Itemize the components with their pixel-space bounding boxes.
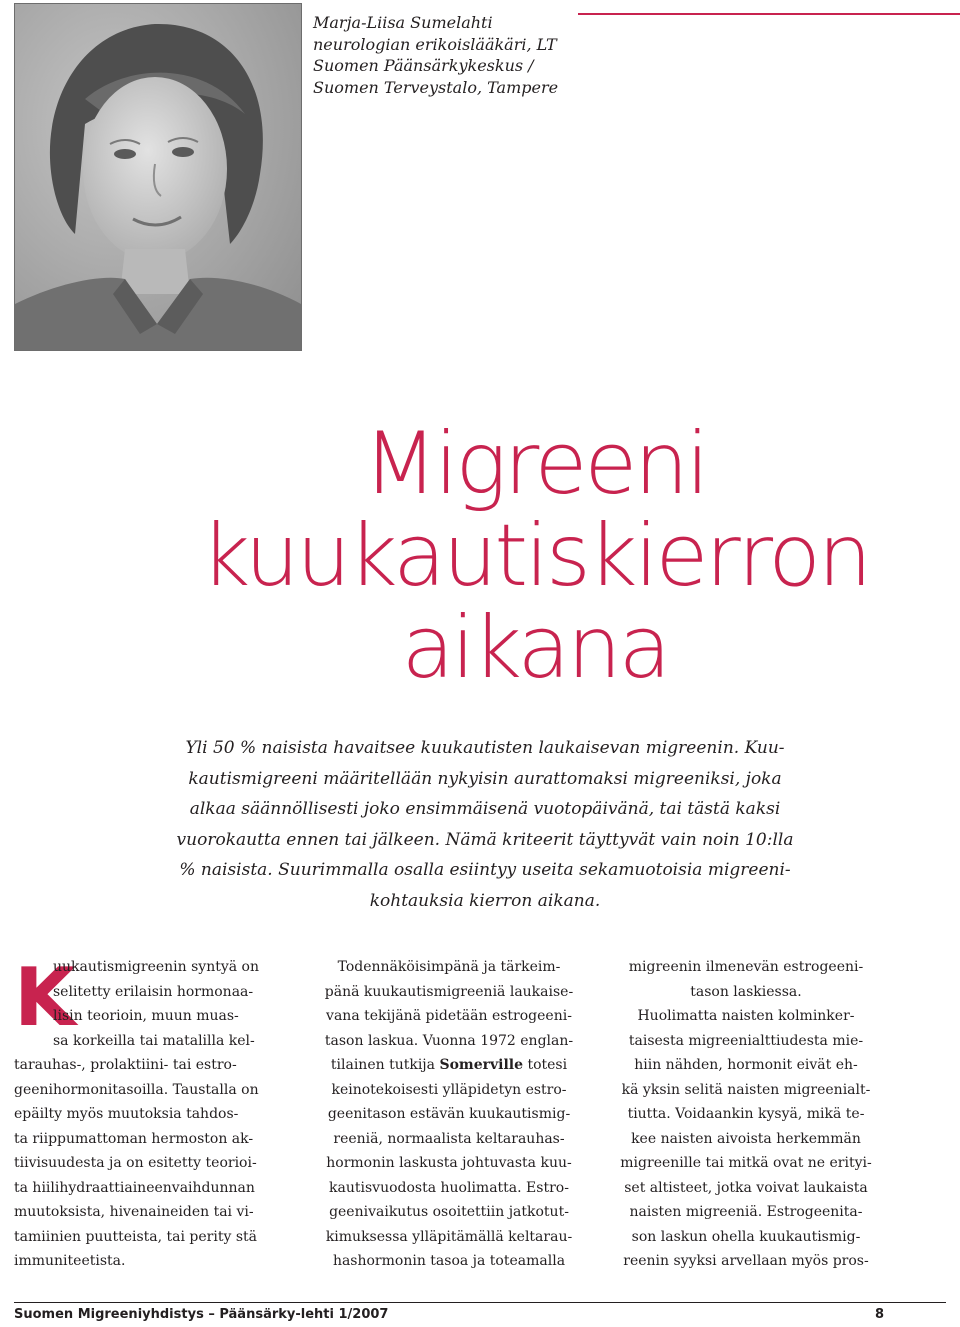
- lead-line: vuorokautta ennen tai jälkeen. Nämä kriteerit täyttyvät vain noin 10:lla: [176, 829, 794, 850]
- drop-cap: K: [14, 951, 76, 1044]
- title-line: kuukautiskierron: [200, 506, 870, 606]
- body-line: kimuksessa ylläpitämällä keltarau-: [325, 1228, 573, 1245]
- body-line: kee naisten aivoista herkemmän: [631, 1130, 861, 1147]
- lead-line: Yli 50 % naisista havaitsee kuukautisten laukaisevan migreenin. Kuu-: [185, 738, 785, 758]
- body-line: Todennäköisimpänä ja tärkeim-: [337, 959, 561, 975]
- author-byline: [313, 12, 613, 98]
- body-column-3: [610, 955, 882, 1274]
- author-photo: [14, 3, 302, 351]
- line-prefix: tilainen tutkija: [330, 1057, 440, 1073]
- body-line: immuniteetista.: [14, 1253, 126, 1269]
- body-line: hashormonin tasoa ja toteamalla: [332, 1253, 566, 1269]
- body-line: tiivisuudesta ja on esitetty teorioi-: [14, 1155, 257, 1171]
- line-suffix: totesi: [523, 1057, 568, 1073]
- lead-line: kohtauksia kierron aikana.: [369, 890, 601, 911]
- body-line: lisin teorioin, muun muas-: [53, 1008, 239, 1024]
- body-line: kautisvuodosta huolimatta. Estro-: [329, 1179, 569, 1196]
- body-line: Huolimatta naisten kolminker-: [637, 1008, 855, 1024]
- top-accent-rule: [578, 13, 960, 15]
- body-line: set altisteet, jotka voivat laukaista: [624, 1179, 868, 1196]
- body-column-2: [313, 955, 585, 1274]
- author-affiliation: Suomen Päänsärkykeskus /: [313, 56, 534, 75]
- body-line: migreenin ilmenevän estrogeeni-: [628, 959, 864, 975]
- publication-name: Suomen Migreeniyhdistys – Päänsärky-lehti 1/2007: [14, 1307, 389, 1322]
- body-line: pänä kuukautismigreeniä laukaise-: [324, 983, 574, 1000]
- researcher-name: Somerville: [439, 1057, 523, 1073]
- footer-divider: [14, 1302, 946, 1303]
- body-line: uukautismigreenin syntyä on: [53, 959, 259, 975]
- lead-line: alkaa säännöllisesti joko ensimmäisenä vuotopäivänä, tai tästä kaksi: [189, 799, 781, 819]
- body-line: keinotekoisesti ylläpidetyn estro-: [331, 1081, 567, 1098]
- body-line: tarauhas-, prolaktiini- tai estro-: [14, 1057, 237, 1073]
- title-line: Migreeni: [363, 414, 707, 514]
- body-line: hiin nähden, hormonit eivät eh-: [634, 1057, 858, 1073]
- title-line: aikana: [401, 598, 669, 698]
- body-line: son laskun ohella kuukautismig-: [631, 1228, 861, 1245]
- body-line: geenitason estävän kuukautismig-: [327, 1106, 571, 1122]
- body-line: ta hiilihydraattiaineenvaihdunnan: [14, 1179, 255, 1196]
- article-title: [160, 414, 910, 698]
- body-line: tiutta. Voidaankin kysyä, mikä te-: [627, 1106, 865, 1122]
- page-number: 8: [874, 1307, 884, 1322]
- body-line: [313, 1053, 585, 1078]
- body-line: muutoksista, hivenaineiden tai vi-: [14, 1204, 254, 1220]
- body-line: naisten migreeniä. Estrogeenita-: [629, 1204, 863, 1220]
- body-column-1: [14, 951, 286, 1274]
- body-line: sa korkeilla tai matalilla kel-: [53, 1032, 255, 1049]
- body-line: vana tekijänä pidetään estrogeeni-: [326, 1008, 572, 1024]
- author-title: neurologian erikoislääkäri, LT: [313, 34, 557, 54]
- lead-paragraph: [70, 733, 900, 916]
- body-line: selitetty erilaisin hormonaa-: [53, 983, 254, 1000]
- lead-line: kautismigreeni määritellään nykyisin aurattomaksi migreeniksi, joka: [188, 768, 782, 789]
- author-name: Marja-Liisa Sumelahti: [313, 13, 493, 32]
- body-line: tason laskiessa.: [690, 983, 802, 1000]
- body-line: hormonin laskusta johtuvasta kuu-: [326, 1155, 572, 1171]
- body-line: ta riippumattoman hermoston ak-: [14, 1130, 254, 1147]
- lead-line: % naisista. Suurimmalla osalla esiintyy useita sekamuotoisia migreeni-: [179, 860, 791, 880]
- body-line: reenin syyksi arvellaan myös pros-: [623, 1253, 869, 1269]
- body-line: tamiinien puutteista, tai perity stä: [14, 1228, 257, 1245]
- body-line: kä yksin selitä naisten migreenialt-: [621, 1081, 871, 1098]
- body-line: taisesta migreenialttiudesta mie-: [628, 1032, 864, 1049]
- body-line: reeniä, normaalista keltarauhas-: [333, 1130, 565, 1147]
- body-line: tason laskua. Vuonna 1972 englan-: [324, 1032, 574, 1049]
- body-line: geenihormonitasoilla. Taustalla on: [14, 1081, 259, 1098]
- body-line: geenivaikutus osoitettiin jatkotut-: [329, 1204, 569, 1220]
- page-footer: [14, 1307, 946, 1322]
- body-line: migreenille tai mitkä ovat ne erityi-: [620, 1155, 872, 1171]
- body-line: epäilty myös muutoksia tahdos-: [14, 1106, 239, 1122]
- author-affiliation-2: Suomen Terveystalo, Tampere: [313, 77, 559, 97]
